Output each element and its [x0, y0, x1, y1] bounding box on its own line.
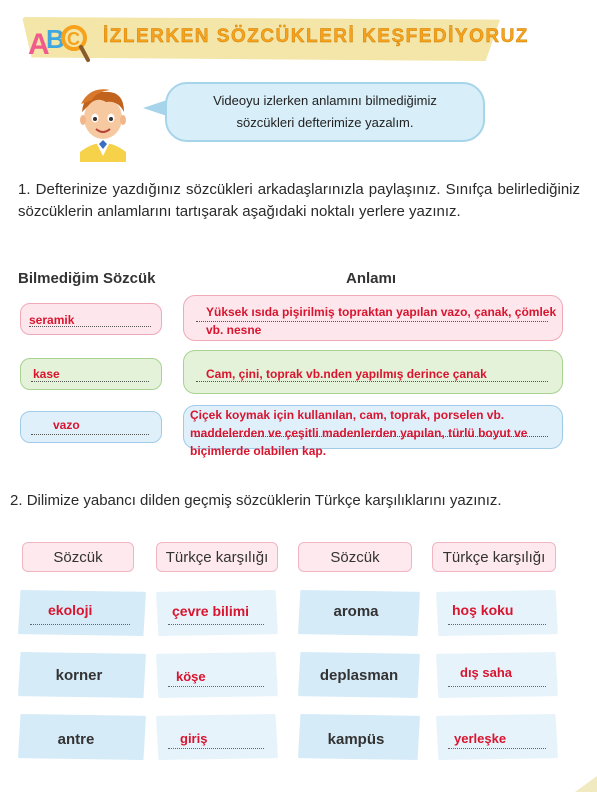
- speech-bubble-tail: [143, 100, 167, 116]
- meaning-field-2[interactable]: [183, 350, 563, 394]
- logo-letter-b: B: [46, 24, 65, 54]
- speech-line-2: sözcükleri defterimize yazalım.: [236, 115, 414, 130]
- word-answer-1: seramik: [29, 313, 75, 327]
- header-turkish-1: Türkçe karşılığı: [156, 542, 278, 572]
- question-1-number: 1.: [18, 181, 31, 198]
- word-answer-ekoloji: ekoloji: [48, 602, 93, 618]
- word-field-2[interactable]: [20, 358, 162, 390]
- word-deplasman: deplasman: [319, 667, 399, 684]
- page-title: İZLERKEN SÖZCÜKLERİ KEŞFEDİYORUZ: [103, 26, 529, 47]
- page-corner-decoration: [575, 776, 597, 792]
- answer-cevre-bilimi: çevre bilimi: [172, 603, 250, 619]
- header-meaning: Anlamı: [346, 270, 397, 287]
- answer-cell-3-1[interactable]: [156, 714, 278, 760]
- word-kampus: kampüs: [327, 731, 385, 748]
- meaning-answer-1: Yüksek ısıda pişirilmiş topraktan yapılan vazo, çanak, çömlek vb. nesne: [206, 305, 557, 337]
- word-korner: korner: [55, 667, 103, 684]
- answer-yerleske: yerleşke: [454, 731, 507, 746]
- question-2: [10, 492, 502, 509]
- meaning-field-1[interactable]: [183, 295, 563, 341]
- answer-hos-koku: hoş koku: [452, 602, 514, 618]
- header-word-1: Sözcük: [22, 542, 134, 572]
- answer-cell-2-1[interactable]: [156, 652, 278, 698]
- question-2-number: 2.: [10, 492, 23, 509]
- logo-letter-c: C: [67, 29, 80, 49]
- header-word-2: Sözcük: [298, 542, 412, 572]
- word-antre: antre: [57, 731, 95, 748]
- speech-text: [170, 90, 480, 134]
- answer-giris: giriş: [180, 731, 208, 746]
- word-answer-3: vazo: [53, 418, 80, 432]
- logo-letter-a: A: [28, 28, 50, 61]
- answer-kose: köşe: [176, 669, 206, 684]
- abc-magnifier-logo: [26, 16, 90, 68]
- question-1-text: Defterinize yazdığınız sözcükleri arkadaşlarınızla paylaşınız. Sınıfça belirlediğiniz sözcüklerin anlamlarını tartışarak aşağıdaki noktalı yerlere yazınız.: [18, 181, 581, 220]
- meaning-field-3[interactable]: [183, 405, 563, 458]
- question-2-text: Dilimize yabancı dilden geçmiş sözcüklerin Türkçe karşılıklarını yazınız.: [26, 492, 502, 509]
- word-field-3[interactable]: [20, 411, 162, 443]
- header-turkish-2: Türkçe karşılığı: [432, 542, 556, 572]
- child-character-illustration: [66, 82, 140, 162]
- answer-dis-saha: dış saha: [460, 665, 513, 680]
- word-answer-2: kase: [33, 367, 60, 381]
- question-1: [18, 179, 580, 223]
- word-aroma: aroma: [333, 603, 379, 620]
- meaning-answer-3: Çiçek koymak için kullanılan, cam, toprak, porselen vb. maddelerden ve çeşitli madenlerden yapılan, türlü boyut ve biçimlerde olabilen kap.: [190, 408, 528, 458]
- header-unknown-word: Bilmediğim Sözcük: [18, 270, 156, 287]
- meaning-answer-2: Cam, çini, toprak vb.nden yapılmış derince çanak: [206, 367, 487, 381]
- word-field-1[interactable]: [20, 303, 162, 335]
- speech-line-1: Videoyu izlerken anlamını bilmediğimiz: [213, 93, 437, 108]
